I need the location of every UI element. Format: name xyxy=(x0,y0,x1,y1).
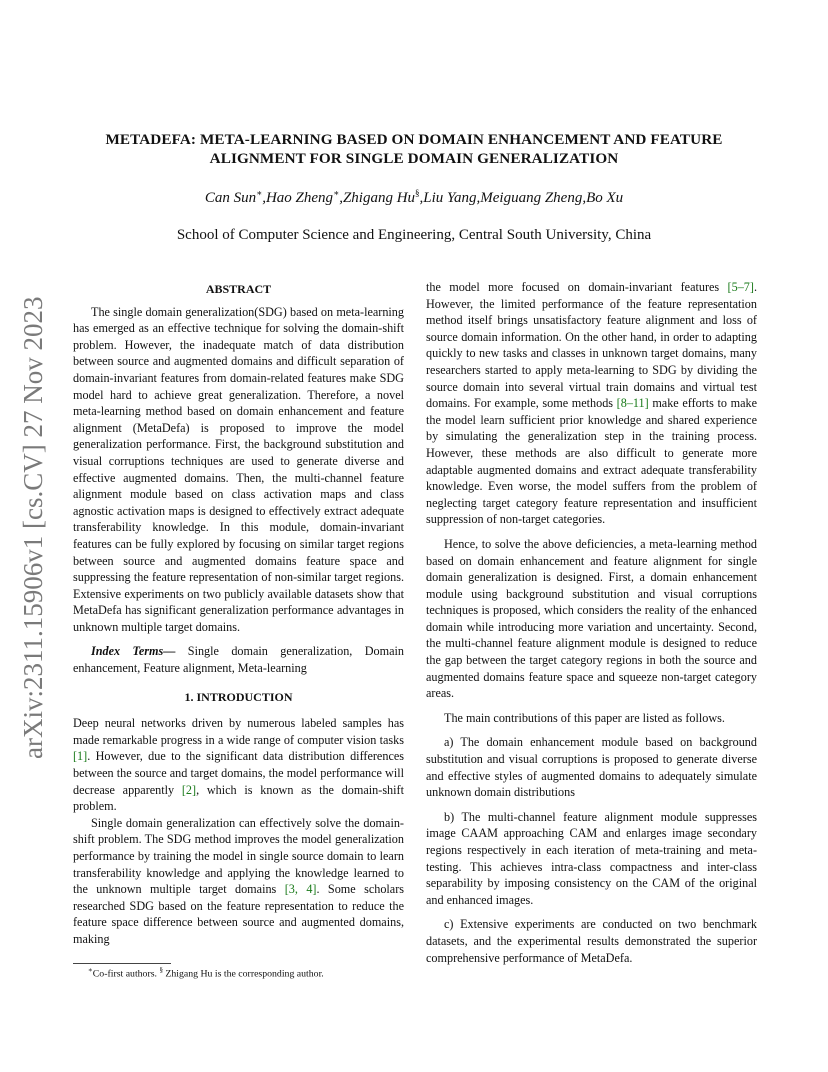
intro-p2-text: . Some scholars researched SDG based on the feature representation to reduce the feature space difference between source and augmented domains, making xyxy=(73,882,405,946)
arxiv-stamp-text: arXiv:2311.15906v1 [cs.CV] 27 Nov 2023 xyxy=(18,296,48,759)
right-p1-text: the model more focused on domain-invariant features xyxy=(426,280,728,294)
index-terms xyxy=(73,643,404,676)
right-paragraph-3: The main contributions of this paper are listed as follows. xyxy=(444,710,725,725)
intro-paragraph-2 xyxy=(73,815,404,948)
footnote-rule xyxy=(73,963,171,964)
contribution-c: c) Extensive experiments are conducted on two benchmark datasets, and the experimental results demonstrated the superior comprehensive performance of MetaDefa. xyxy=(426,917,757,965)
citation-link[interactable]: [2] xyxy=(181,782,197,797)
introduction-heading: 1. INTRODUCTION xyxy=(184,689,293,704)
index-terms-text: Single domain generalization, Domain enhancement, Feature alignment, Meta-learning xyxy=(73,644,404,676)
intro-p1-text: , which is known as the domain-shift problem. xyxy=(73,782,404,814)
title-line-1: METADEFA: META-LEARNING BASED ON DOMAIN ENHANCEMENT AND FEATURE xyxy=(105,131,723,148)
footnote-text: Co-first authors. xyxy=(92,968,160,980)
other-authors: ,Liu Yang,Meiguang Zheng,Bo Xu xyxy=(419,190,624,206)
affiliation: School of Computer Science and Engineering, Central South University, China xyxy=(176,227,652,243)
abstract-heading: ABSTRACT xyxy=(205,282,272,296)
citation-link[interactable]: [3, xyxy=(284,882,298,897)
title-line-2: ALIGNMENT FOR SINGLE DOMAIN GENERALIZATION xyxy=(209,150,619,167)
author-2: ,Hao Zheng xyxy=(262,190,334,206)
right-paragraph-2: Hence, to solve the above deficiencies, a meta-learning method based on domain enhancement and feature alignment for single domain generalization is designed. First, a domain enhancement module using background substitution and visual corruptions techniques is proposed, which considers the reality of the enhanced domain while introducing more variation and uncertainty. Second, the multi-channel feature alignment module is designed to reduce the gap between the target category regions in both the source and augmented domains feature space and squeeze non-target category areas. xyxy=(426,536,757,701)
author-1: Can Sun xyxy=(204,190,257,206)
citation-link[interactable]: [1] xyxy=(73,749,88,764)
citation-link[interactable]: [5–7] xyxy=(727,280,754,294)
author-3: ,Zhigang Hu xyxy=(339,190,416,206)
intro-p1-text: Deep neural networks driven by numerous labeled samples has made remarkable progress in a wide range of computer vision tasks xyxy=(73,716,404,747)
left-column xyxy=(73,281,404,948)
author-list xyxy=(80,188,748,207)
paper-title xyxy=(80,130,748,168)
intro-p1-text: . However, due to the significant data distribution differences between the source and target domains, the model performance will decrease apparently xyxy=(73,749,404,797)
footnote-mark: ∗ xyxy=(88,966,93,974)
intro-p2-text: Single domain generalization can effectively solve the domain-shift problem. The SDG method improves the model generalization performance by training the model in single source domain to learn transferability knowledge and applying the knowledge learned to the unknown multiple target domains xyxy=(73,815,404,897)
right-p1-text: . However, the limited performance of the feature representation method itself brings unsatisfactory feature alignment and loss of source domain information. On the other hand, in order to adapting quickly to new tasks and classes in unknown target domains, many researchers started to apply meta-learning to SDG by dividing the source domain into several virtual train domains and virtual test domains. For example, some methods xyxy=(426,280,757,411)
right-paragraph-1 xyxy=(426,279,757,528)
co-first-mark: ∗ xyxy=(256,188,263,198)
right-p1-text: make efforts to make the model learn sufficient prior knowledge and shared experience by simulating the generalization step in the training process. However, these methods are also difficult to generate more adaptable augmented domains and extract adequate transferability knowledge. Even worse, the model suffers from the problem of neglecting target category feature representation and insufficient suppression of non-target categories. xyxy=(426,396,757,527)
contribution-a: a) The domain enhancement module based on background substitution and visual corruptions is proposed to generate diverse and effective styles of augmented domains to adequately simulate unknown domain distributions xyxy=(426,735,757,800)
footnote xyxy=(88,966,408,979)
index-terms-label: Index Terms— xyxy=(91,644,176,659)
footnote-mark: § xyxy=(159,966,163,974)
corresponding-mark: § xyxy=(415,188,420,198)
citation-link[interactable]: [8–11] xyxy=(616,396,649,411)
abstract-text: The single domain generalization(SDG) based on meta-learning has emerged as an effective technique for solving the domain-shift problem. However, the inadequate match of data distribution between source and augmented domains and difficult separation of domain-invariant features from domain-related features make SDG model hard to achieve great generalization. Therefore, a novel meta-learning method based on domain enhancement and feature alignment (MetaDefa) is proposed to improve the model generalization performance. First, the background substitution and visual corruptions techniques are used to generate diverse and effective augmented domains. Then, the multi-channel feature alignment module based on class activation maps and class agnostic activation maps is designed to effectively extract adequate transferability knowledge. In this module, domain-invariant features can be fully explored by focusing on similar target regions between source and augmented domains feature space and suppressing the feature representation of non-similar target regions. Extensive experiments on two publicly available datasets show that MetaDefa has significant generalization performance advantages in unknown multiple target domains. xyxy=(73,304,404,634)
intro-paragraph-1 xyxy=(73,715,404,815)
citation-link[interactable]: 4] xyxy=(306,882,317,897)
footnote-text: Zhigang Hu is the corresponding author. xyxy=(162,968,324,980)
contribution-b: b) The multi-channel feature alignment module suppresses image CAAM approaching CAM and enlarges image secondary regions respectively in each iteration of meta-training and meta-testing. This achieves intra-class compactness and inter-class separability by imposing consistency on the CAM of the original and enhanced images. xyxy=(426,809,757,907)
arxiv-identifier-stamp xyxy=(18,285,48,765)
co-first-mark: ∗ xyxy=(333,188,340,198)
right-column xyxy=(426,279,757,966)
